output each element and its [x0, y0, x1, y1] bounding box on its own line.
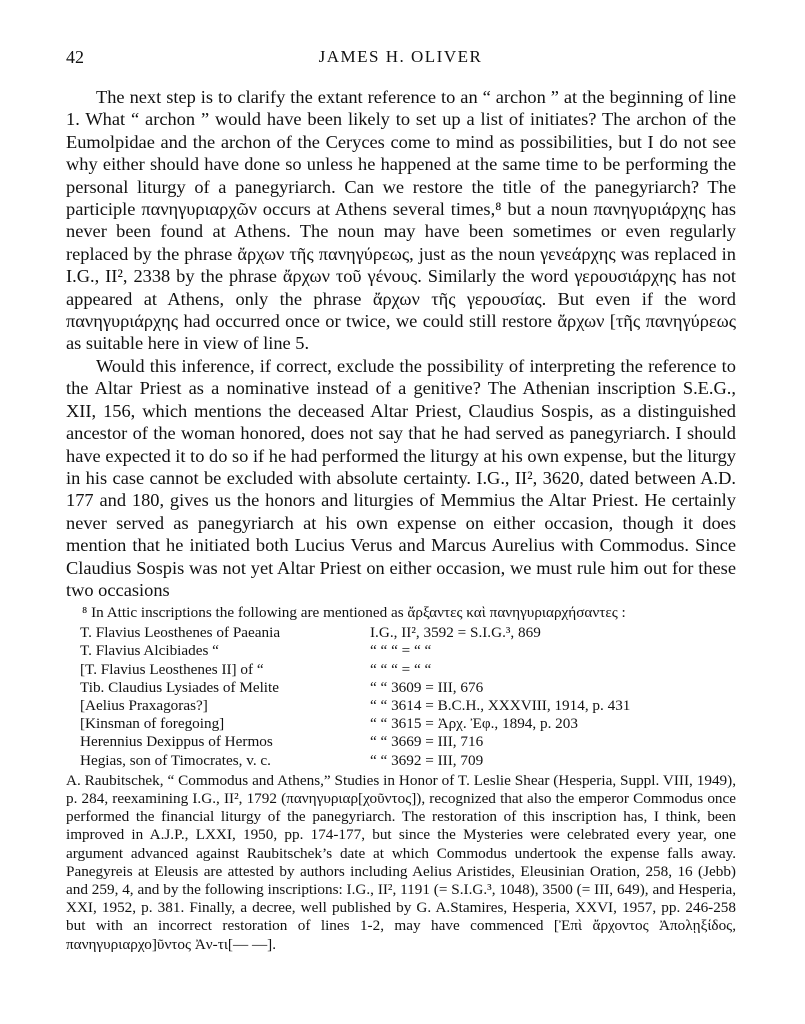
- footnote-paragraph: A. Raubitschek, “ Commodus and Athens,” Studies in Honor of T. Leslie Shear (Hesperia, Suppl. VIII, 1949), p. 284, reexamining I.G., II², 1792 (πανηγυριαρ[χοῦντος]), recognized that also the emperor Commodus once performed the financial liturgy of the panegyriarch. The restoration of this inscription has, I think, been improved in A.J.P., LXXI, 1950, pp. 174-177, but since the Mysteries were celebrated every year, one argument advanced against Raubitschek’s date at which Commodus undertook the expense falls away. Panegyreis at Eleusis are attested by authors including Aelius Aristides, Eleusinian Oration, 258, 16 (Jebb) and 259, 4, and by the following inscriptions: I.G., II², 1191 (= S.I.G.³, 1048), 3500 (= III, 649), and Hesperia, XXI, 1952, p. 381. Finally, a decree, well published by G. A.Stamires, Hesperia, XXVI, 1957, pp. 246-258 but with an incorrect restoration of lines 1-2, may have commenced [Ἐπὶ ἄρχοντος Ἀπολῃξίδος, πανηγυριαρχο]ῦντος Ἀν-τι[— —].: [66, 771, 736, 953]
- table-cell-name: Herennius Dexippus of Hermos: [80, 733, 273, 751]
- table-cell-name: [Kinsman of foregoing]: [80, 715, 225, 733]
- table-cell-name: Tib. Claudius Lysiades of Melite: [80, 678, 279, 696]
- page-header: [66, 47, 735, 73]
- main-text: [66, 86, 736, 601]
- table-cell-ref: “ “ 3609 = III, 676: [370, 678, 484, 696]
- running-head: JAMES H. OLIVER: [318, 47, 483, 66]
- footnote-table: [80, 624, 730, 770]
- table-row: [80, 642, 730, 660]
- paragraph: Would this inference, if correct, exclude the possibility of interpreting the reference to the Altar Priest as a nominative instead of a genitive? The Athenian inscription S.E.G., XII, 156, which mentions the deceased Altar Priest, Claudius Sospis, as a distinguished ancestor of the woman honored, does not say that he had served as panegyriarch. I should have expected it to do so if he had performed the liturgy at his own expense, but the liturgy in his case cannot be excluded with absolute certainty. I.G., II², 3620, dated between A.D. 177 and 180, gives us the honors and liturgies of Memmius the Altar Priest. He certainly never served as panegyriarch at his own expense on either occasion, though it does mention that he initiated both Lucius Verus and Marcus Aurelius with Commodus. Since Claudius Sospis was not yet Altar Priest on either occasion, we must rule him out for these two occasions: [66, 355, 736, 600]
- table-row: [80, 715, 730, 733]
- table-cell-name: [Aelius Praxagoras?]: [80, 697, 208, 715]
- table-cell-ref: “ “ “ = “ “: [370, 642, 432, 660]
- footnote-intro: ⁸ In Attic inscriptions the following are mentioned as ἄρξαντες καὶ πανηγυριαρχήσαντες :: [82, 604, 626, 621]
- paragraph: The next step is to clarify the extant reference to an “ archon ” at the beginning of line 1. What “ archon ” would have been likely to set up a list of initiates? The archon of the Eumolpidae and the archon of the Ceryces come to mind as possibilities, but I do not see why either should have done so unless he happened at the same time to be performing the personal liturgy of a panegyriarch. Can we restore the title of the panegyriarch? The participle πανηγυριαρχῶν occurs at Athens several times,⁸ but a noun πανηγυριάρχης has never been found at Athens. The noun may have been sometimes or even regularly replaced by the phrase ἄρχων τῆς πανηγύρεως, just as the noun γενεάρχης was replaced in I.G., II², 2338 by the phrase ἄρχων τοῦ γένους. Similarly the word γερουσιάρχης has not appeared at Athens, only the phrase ἄρχων τῆς γερουσίας. But even if the word πανηγυριάρχης had occurred once or twice, we could still restore ἄρχων [τῆς πανηγύρεως as suitable here in view of line 5.: [66, 87, 736, 354]
- page-number: 42: [66, 47, 84, 67]
- table-cell-name: T. Flavius Alcibiades “: [80, 642, 219, 660]
- footnote-continuation: [66, 772, 736, 954]
- table-cell-ref: I.G., II², 3592 = S.I.G.³, 869: [370, 624, 541, 642]
- table-cell-name: Hegias, son of Timocrates, v. c.: [80, 751, 271, 769]
- table-cell-ref: “ “ “ = “ “: [370, 660, 432, 678]
- table-cell-ref: “ “ 3692 = III, 709: [370, 751, 484, 769]
- table-row: [80, 661, 730, 679]
- table-cell-name: [T. Flavius Leosthenes II] of “: [80, 660, 264, 678]
- table-cell-name: T. Flavius Leosthenes of Paeania: [80, 624, 281, 642]
- table-row: [80, 679, 730, 697]
- table-cell-ref: “ “ 3614 = B.C.H., XXXVIII, 1914, p. 431: [370, 697, 631, 715]
- table-row: [80, 624, 730, 642]
- table-cell-ref: “ “ 3669 = III, 716: [370, 733, 484, 751]
- table-row: [80, 697, 730, 715]
- table-row: [80, 752, 730, 770]
- footnote: [66, 604, 736, 954]
- table-row: [80, 733, 730, 751]
- table-cell-ref: “ “ 3615 = Ἀρχ. Ἐφ., 1894, p. 203: [370, 715, 578, 733]
